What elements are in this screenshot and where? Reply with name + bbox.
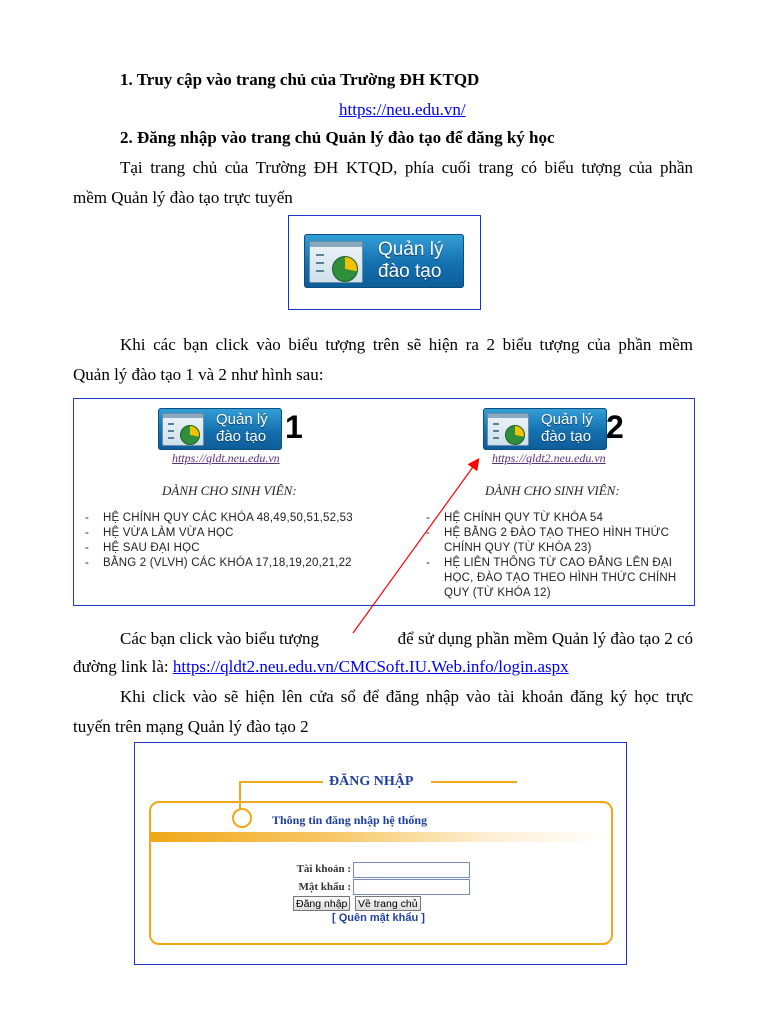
logo-line2: đào tạo — [378, 261, 442, 282]
list-item: - HỆ CHÍNH QUY TỪ KHÓA 54 — [426, 511, 686, 526]
list-item: - HỆ CHÍNH QUY CÁC KHÓA 48,49,50,51,52,53 — [85, 511, 405, 526]
forgot-password-link[interactable]: [ Quên mật khẩu ] — [332, 912, 425, 924]
para3-line1-a: Các bạn click vào biểu tượng — [120, 629, 320, 648]
login-button[interactable]: Đăng nhập — [293, 896, 350, 911]
username-label: Tài khoản : — [296, 863, 351, 875]
logo-line1: Quản lý — [378, 239, 444, 260]
qldt2-number: 2 — [606, 409, 624, 445]
list-item: - BẰNG 2 (VLVH) CÁC KHÓA 17,18,19,20,21,22 — [85, 556, 405, 571]
logo-line2: đào tạo — [216, 428, 267, 445]
logo-line1: Quản lý — [541, 411, 593, 428]
password-label: Mật khẩu : — [298, 881, 351, 893]
qldt1-subtitle: DÀNH CHO SINH VIÊN: — [162, 483, 297, 498]
login-title: ĐĂNG NHẬP — [329, 774, 414, 789]
qldt2-subtitle: DÀNH CHO SINH VIÊN: — [485, 483, 620, 498]
para2-line2: Quản lý đào tạo 1 và 2 như hình sau: — [73, 365, 324, 384]
list-item: - HỆ VỪA LÀM VỪA HỌC — [85, 526, 405, 541]
para1-line1: Tại trang chủ của Trường ĐH KTQD, phía cuối trang có biểu tượng của phần — [120, 158, 693, 177]
qldt2-url[interactable]: https://qldt2.neu.edu.vn — [492, 451, 606, 465]
para3-line2 — [73, 656, 569, 678]
qldt2-login-link[interactable]: https://qldt2.neu.edu.vn/CMCSoft.IU.Web.info/login.aspx — [172, 657, 569, 676]
qldt1-number: 1 — [285, 409, 303, 445]
list-item: - HỆ SAU ĐẠI HỌC — [85, 541, 405, 556]
list-item: - HỆ BẰNG 2 ĐÀO TẠO THEO HÌNH THỨC CHÍNH QUY (TỪ KHÓA 23) — [426, 526, 686, 556]
para3-line1-b: để sử dụng phần mềm Quản lý đào tạo 2 có — [397, 629, 693, 648]
para2-line1: Khi các bạn click vào biểu tượng trên sẽ hiện ra 2 biểu tượng của phần mềm — [120, 335, 693, 354]
qldt1-url[interactable]: https://qldt.neu.edu.vn — [172, 451, 280, 465]
section1-heading: 1. Truy cập vào trang chủ của Trường ĐH KTQD — [120, 70, 480, 89]
logo-line1: Quản lý — [216, 411, 268, 428]
home-button[interactable]: Về trang chủ — [355, 896, 421, 911]
para1-line2: mềm Quản lý đào tạo trực tuyến — [73, 188, 293, 207]
login-subtitle: Thông tin đăng nhập hệ thống — [272, 813, 428, 827]
para4-line2: tuyến trên mạng Quản lý đào tạo 2 — [73, 717, 309, 736]
circle-icon — [232, 808, 252, 828]
login-frame — [134, 742, 627, 965]
neu-home-link[interactable]: https://neu.edu.vn/ — [339, 100, 466, 119]
link-prefix: đường link là: — [73, 657, 169, 676]
title-line-right — [431, 781, 517, 783]
list-item: - HỆ LIÊN THÔNG TỪ CAO ĐẲNG LÊN ĐẠI HỌC, ĐÀO TẠO THEO HÌNH THỨC CHÍNH QUY (TỪ KHÓA 12) — [426, 556, 686, 601]
logo-line2: đào tạo — [541, 428, 592, 445]
para4-line1: Khi click vào sẽ hiện lên cửa sổ để đăng nhập vào tài khoản đăng ký học trực — [120, 687, 693, 706]
password-input[interactable] — [353, 879, 470, 895]
username-input[interactable] — [353, 862, 470, 878]
section2-heading: 2. Đăng nhập vào trang chủ Quản lý đào tạo để đăng ký học — [120, 128, 555, 147]
header-stripe — [151, 832, 607, 842]
title-line-left — [239, 781, 323, 783]
